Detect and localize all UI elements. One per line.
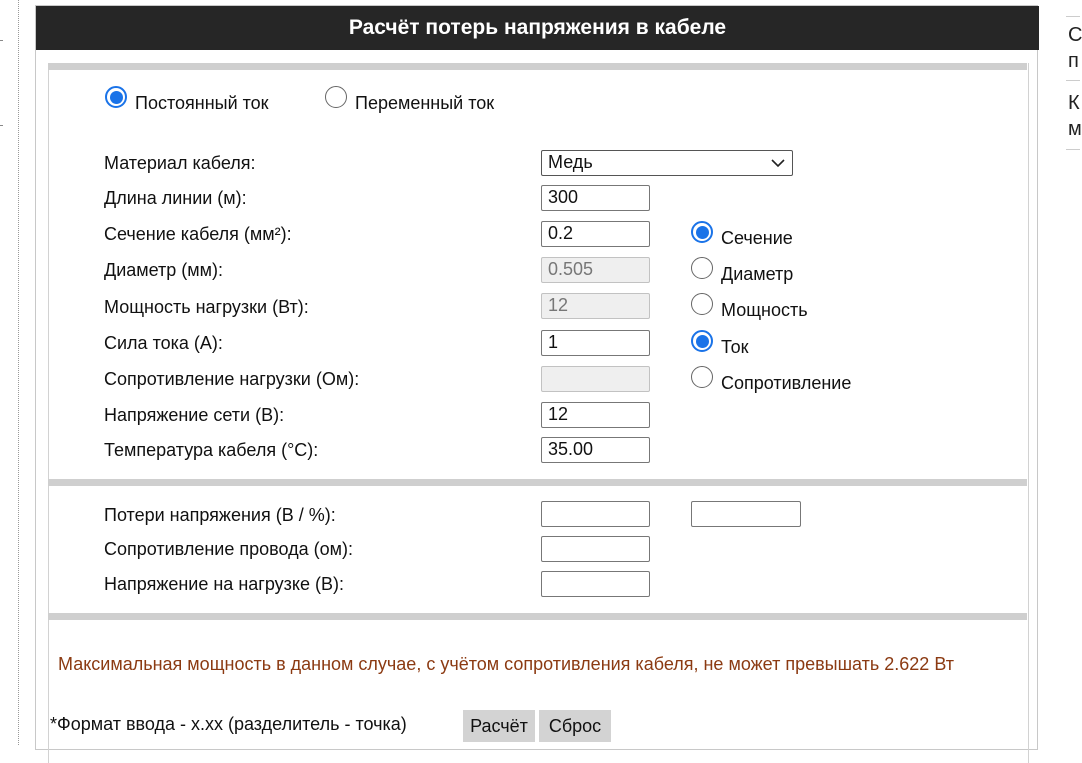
ac-radio[interactable] <box>325 86 347 108</box>
separator <box>48 613 1027 620</box>
sidebar-item-2-line1[interactable]: К <box>1068 92 1080 114</box>
material-select[interactable] <box>541 150 793 176</box>
sidebar-divider <box>1066 16 1080 17</box>
voltage-loss-calculator <box>35 5 1038 750</box>
wire-resistance-output[interactable] <box>541 536 650 562</box>
resistance-mode-label: Сопротивление <box>721 373 852 393</box>
sidebar-divider <box>1066 80 1080 81</box>
section-mode-label: Сечение <box>721 228 793 248</box>
temperature-label: Температура кабеля (°С): <box>104 440 319 460</box>
length-input[interactable]: 300 <box>541 185 650 211</box>
left-border-rule <box>18 0 19 745</box>
diameter-mode-radio[interactable] <box>691 257 713 279</box>
voltage-loss-v-output[interactable] <box>541 501 650 527</box>
power-mode-label: Мощность <box>721 300 808 320</box>
material-label: Материал кабеля: <box>104 153 256 173</box>
load-voltage-label: Напряжение на нагрузке (В): <box>104 574 344 594</box>
current-mode-label: Ток <box>721 337 749 357</box>
sidebar-divider <box>1066 149 1080 150</box>
sidebar-item-1-line2[interactable]: п <box>1068 50 1079 72</box>
dc-radio-label: Постоянный ток <box>135 93 269 113</box>
resistance-label: Сопротивление нагрузки (Ом): <box>104 369 360 389</box>
voltage-label: Напряжение сети (В): <box>104 405 285 425</box>
right-sidebar <box>1066 0 1080 745</box>
power-input[interactable]: 12 <box>541 293 650 319</box>
calculate-button[interactable]: Расчёт <box>463 710 535 742</box>
material-select-value: Медь <box>548 152 593 172</box>
format-hint: *Формат ввода - x.xx (разделитель - точка) <box>50 714 407 734</box>
left-edge-tick <box>0 125 3 126</box>
diameter-mode-label: Диаметр <box>721 264 794 284</box>
dc-radio[interactable] <box>105 86 127 108</box>
resistance-mode-radio[interactable] <box>691 366 713 388</box>
diameter-input[interactable]: 0.505 <box>541 257 650 283</box>
wire-resistance-label: Сопротивление провода (ом): <box>104 539 353 559</box>
current-input[interactable]: 1 <box>541 330 650 356</box>
max-power-note: Максимальная мощность в данном случае, с учётом сопротивления кабеля, не может превышать 2.622 Вт <box>58 654 954 674</box>
length-label: Длина линии (м): <box>104 188 247 208</box>
load-voltage-output[interactable] <box>541 571 650 597</box>
reset-button[interactable]: Сброс <box>539 710 611 742</box>
current-mode-radio[interactable] <box>691 330 713 352</box>
voltage-loss-pct-output[interactable] <box>691 501 801 527</box>
section-mode-radio[interactable] <box>691 221 713 243</box>
sidebar-item-2-line2[interactable]: м <box>1068 118 1082 140</box>
temperature-input[interactable]: 35.00 <box>541 437 650 463</box>
section-input[interactable]: 0.2 <box>541 221 650 247</box>
power-label: Мощность нагрузки (Вт): <box>104 297 309 317</box>
calculator-title: Расчёт потерь напряжения в кабеле <box>36 6 1039 50</box>
ac-radio-label: Переменный ток <box>355 93 495 113</box>
power-mode-radio[interactable] <box>691 293 713 315</box>
left-edge-tick <box>0 40 3 41</box>
current-label: Сила тока (А): <box>104 333 223 353</box>
separator <box>48 63 1027 70</box>
resistance-input[interactable] <box>541 366 650 392</box>
sidebar-item-1-line1[interactable]: С <box>1068 24 1082 46</box>
voltage-input[interactable]: 12 <box>541 402 650 428</box>
separator <box>48 479 1027 486</box>
diameter-label: Диаметр (мм): <box>104 260 224 280</box>
voltage-loss-label: Потери напряжения (В / %): <box>104 505 336 525</box>
section-label: Сечение кабеля (мм²): <box>104 224 292 244</box>
chevron-down-icon <box>770 155 786 171</box>
